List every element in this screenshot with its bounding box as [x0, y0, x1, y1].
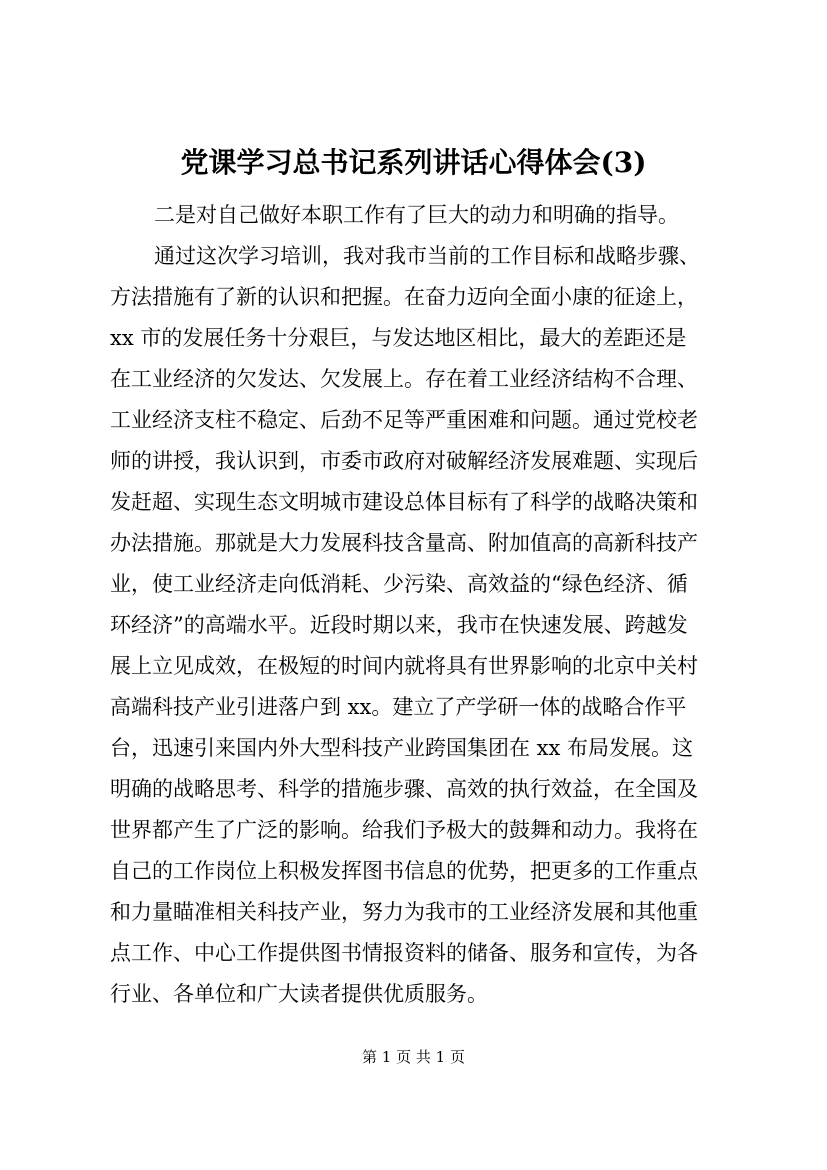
body-line: 世界都产生了广泛的影响。给我们予极大的鼓舞和动力。我将在 [110, 818, 698, 842]
body-line: 点工作、中心工作提供图书情报资料的储备、服务和宣传，为各 [110, 941, 698, 965]
body-line: 明确的战略思考、科学的措施步骤、高效的执行效益，在全国及 [110, 777, 698, 801]
body-line: 自己的工作岗位上积极发挥图书信息的优势，把更多的工作重点 [110, 859, 698, 883]
body-line: 台，迅速引来国内外大型科技产业跨国集团在 xx 布局发展。这 [110, 736, 694, 760]
body-line: 二是对自己做好本职工作有了巨大的动力和明确的指导。 [154, 203, 679, 227]
body-line: 办法措施。那就是大力发展科技含量高、附加值高的高新科技产 [110, 531, 698, 555]
body-line: 和力量瞄准相关科技产业，努力为我市的工业经济发展和其他重 [110, 900, 698, 924]
body-line: 环经济”的高端水平。近段时期以来，我市在快速发展、跨越发 [110, 613, 688, 637]
document-body [110, 195, 740, 1015]
body-line: 高端科技产业引进落户到 xx。建立了产学研一体的战略合作平 [110, 695, 687, 719]
body-line: 工业经济支柱不稳定、后劲不足等严重困难和问题。通过党校老 [110, 408, 698, 432]
body-line: 通过这次学习培训，我对我市当前的工作目标和战略步骤、 [154, 244, 700, 268]
body-line: 师的讲授，我认识到，市委市政府对破解经济发展难题、实现后 [110, 449, 698, 473]
body-line: xx 市的发展任务十分艰巨，与发达地区相比，最大的差距还是 [110, 326, 687, 350]
document-title: 党课学习总书记系列讲话心得体会(3) [180, 146, 647, 179]
body-line: 展上立见成效，在极短的时间内就将具有世界影响的北京中关村 [110, 654, 698, 678]
body-line: 在工业经济的欠发达、欠发展上。存在着工业经济结构不合理、 [110, 367, 698, 391]
page-footer: 第 1 页 共 1 页 [362, 1048, 465, 1066]
body-line: 业，使工业经济走向低消耗、少污染、高效益的“绿色经济、循 [110, 572, 688, 596]
body-line: 发赶超、实现生态文明城市建设总体目标有了科学的战略决策和 [110, 490, 698, 514]
body-line: 方法措施有了新的认识和把握。在奋力迈向全面小康的征途上， [110, 285, 698, 309]
body-line: 行业、各单位和广大读者提供优质服务。 [110, 982, 488, 1006]
